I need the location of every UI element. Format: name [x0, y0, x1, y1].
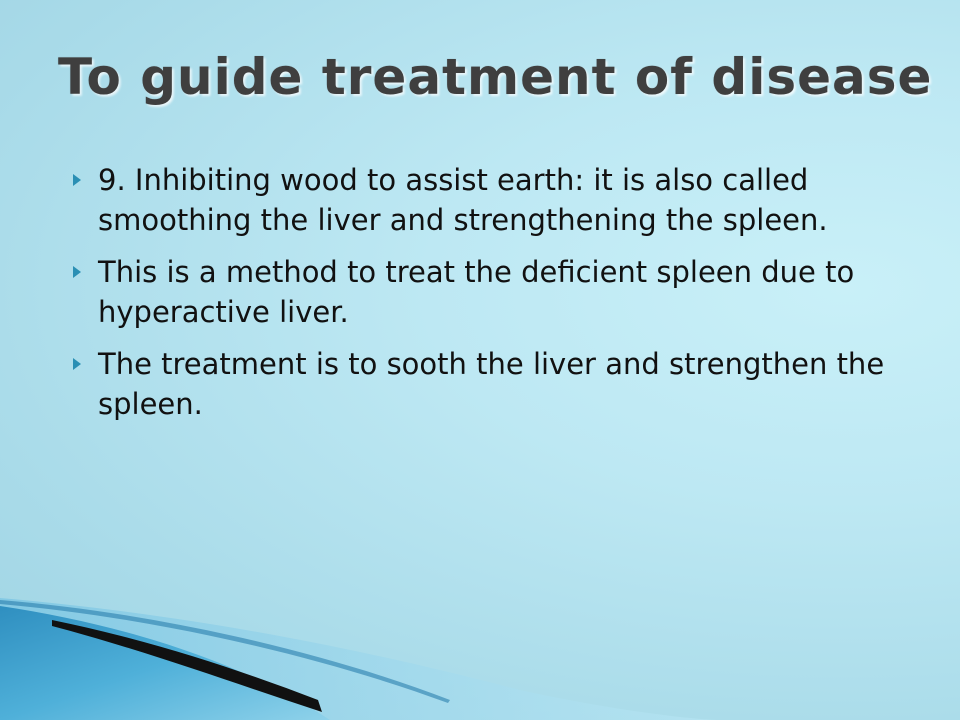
bullet-item: [62, 344, 892, 424]
bullet-item: [62, 160, 892, 240]
bullet-text: 9. Inhibiting wood to assist earth: it is also called smoothing the liver and strengthening the spleen.: [98, 163, 828, 237]
blue-swoosh-band: [0, 606, 330, 720]
bullet-text: This is a method to treat the deficient spleen due to hyperactive liver.: [98, 255, 855, 329]
triangle-bullet-icon: [73, 358, 81, 370]
dark-swoosh-line: [52, 620, 322, 712]
bullet-list: [62, 160, 892, 436]
thin-swoosh-line: [0, 600, 450, 703]
slide-title: To guide treatment of disease: [58, 48, 933, 106]
triangle-bullet-icon: [73, 174, 81, 186]
triangle-bullet-icon: [73, 266, 81, 278]
light-swoosh-band: [0, 598, 720, 720]
bullet-item: [62, 252, 892, 332]
bullet-text: The treatment is to sooth the liver and strengthen the spleen.: [98, 347, 885, 421]
